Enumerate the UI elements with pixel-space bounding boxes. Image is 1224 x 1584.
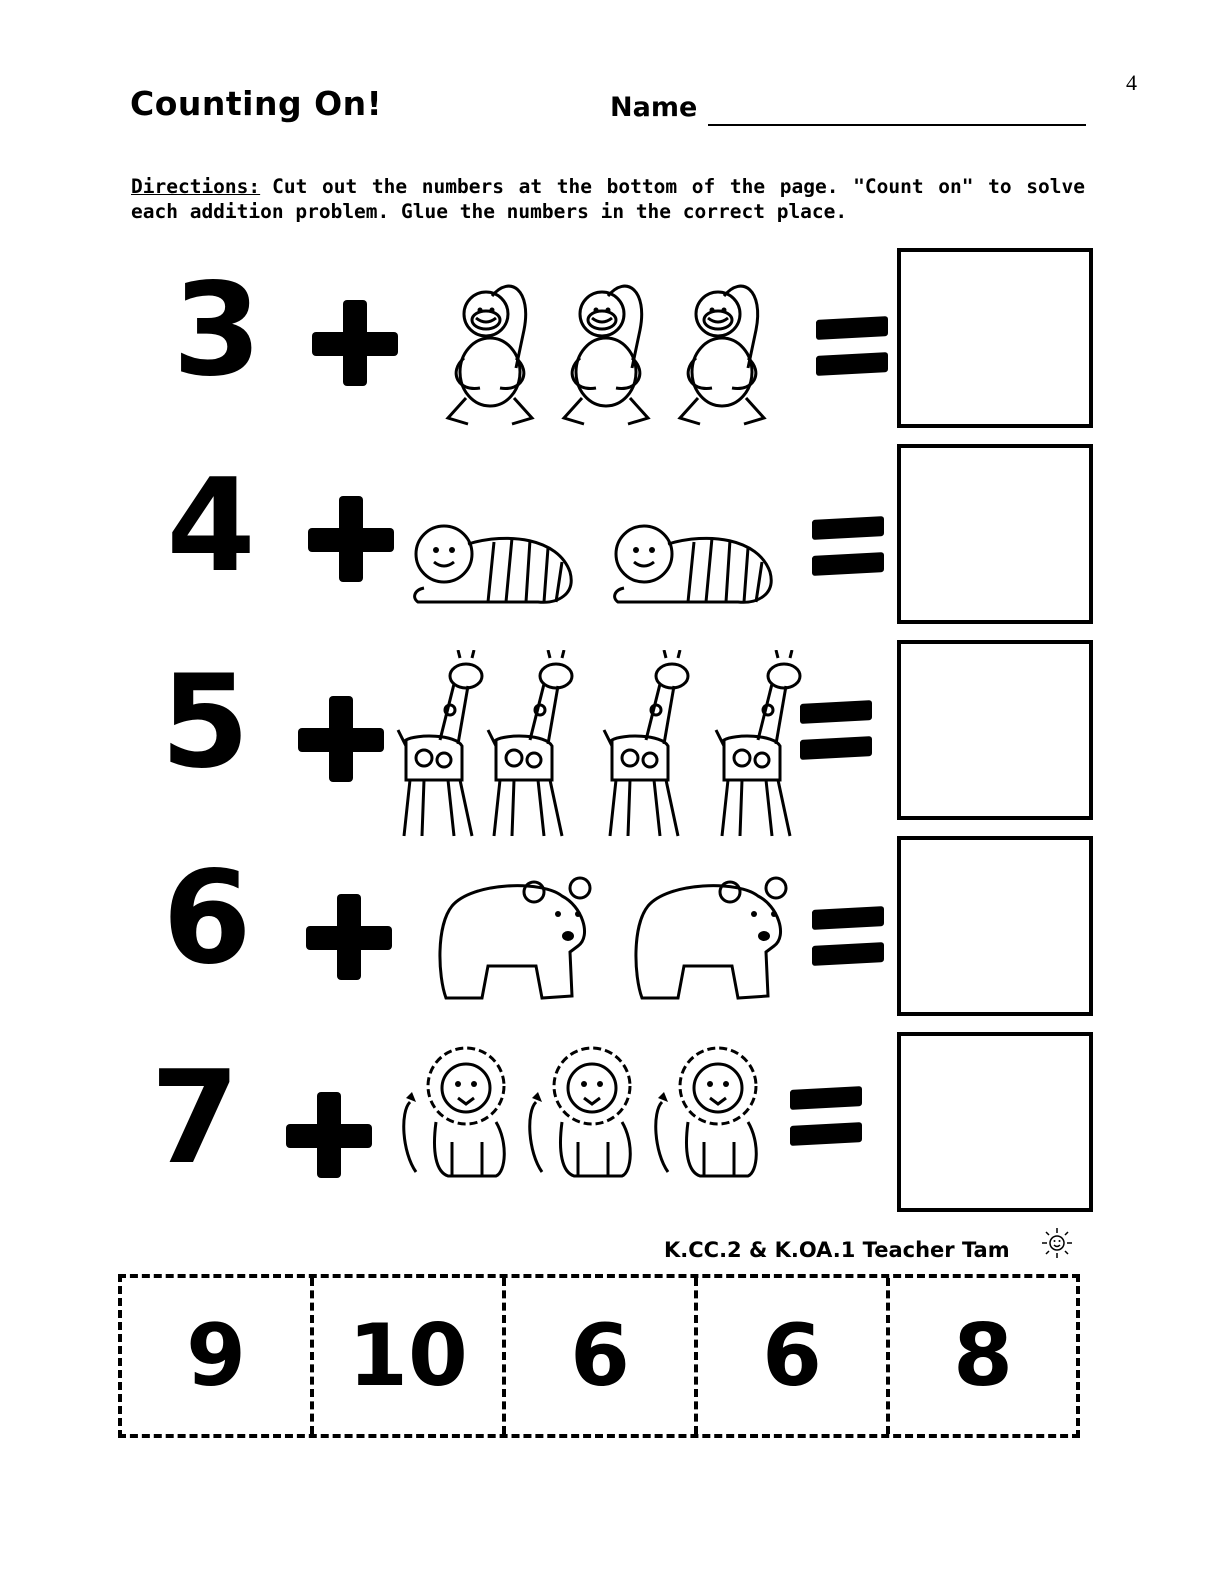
cutout-numbers-strip	[118, 1274, 1080, 1438]
bear-icon	[628, 866, 798, 1006]
giraffe-icon	[602, 650, 694, 840]
bear-icon	[432, 866, 602, 1006]
equals-sign	[812, 518, 884, 576]
name-field-line[interactable]	[708, 124, 1086, 126]
monkey-icon	[440, 272, 540, 432]
addend-number: 5	[160, 648, 250, 797]
cutout-number-card[interactable]: 9	[122, 1278, 314, 1434]
addend-number: 3	[172, 256, 262, 405]
plus-sign	[312, 300, 398, 386]
giraffe-icon	[486, 650, 578, 840]
equals-sign	[800, 702, 872, 760]
plus-sign	[308, 496, 394, 582]
problem-row	[0, 640, 1224, 830]
equals-sign	[816, 318, 888, 376]
directions	[131, 174, 1085, 224]
plus-sign	[298, 696, 384, 782]
addend-number: 4	[166, 452, 256, 601]
answer-box[interactable]	[897, 836, 1093, 1016]
plus-sign	[286, 1092, 372, 1178]
standards-credit: K.CC.2 & K.OA.1 Teacher Tam	[664, 1238, 1010, 1262]
problem-row	[0, 836, 1224, 1026]
worksheet-title: Counting On!	[130, 84, 383, 123]
monkey-icon	[672, 272, 772, 432]
cutout-number-card[interactable]: 8	[953, 1306, 1013, 1406]
directions-label: Directions:	[131, 175, 261, 198]
equals-sign	[790, 1088, 862, 1146]
problem-row	[0, 248, 1224, 438]
directions-text: Cut out the numbers at the bottom of the page. "Count on" to solve each addition problem. Glue the numbers in the correct place.	[131, 175, 1085, 223]
answer-box[interactable]	[897, 1032, 1093, 1212]
monkey-icon	[556, 272, 656, 432]
tiger-icon	[608, 514, 778, 610]
cutout-number-card[interactable]: 10	[314, 1278, 506, 1434]
plus-sign	[306, 894, 392, 980]
lion-icon	[396, 1042, 526, 1182]
tiger-icon	[408, 514, 578, 610]
addend-number: 7	[150, 1044, 240, 1193]
answer-box[interactable]	[897, 248, 1093, 428]
lion-icon	[648, 1042, 778, 1182]
giraffe-icon	[714, 650, 806, 840]
answer-box[interactable]	[897, 444, 1093, 624]
page-number: 4	[1126, 70, 1137, 95]
giraffe-icon	[396, 650, 488, 840]
equals-sign	[812, 908, 884, 966]
answer-box[interactable]	[897, 640, 1093, 820]
problem-row	[0, 1032, 1224, 1222]
name-label: Name	[610, 92, 698, 123]
sun-icon	[1040, 1226, 1074, 1260]
lion-icon	[522, 1042, 652, 1182]
problem-row	[0, 444, 1224, 634]
cutout-number-card[interactable]: 6	[698, 1278, 890, 1434]
cutout-number-card[interactable]: 6	[506, 1278, 698, 1434]
addend-number: 6	[162, 844, 252, 993]
